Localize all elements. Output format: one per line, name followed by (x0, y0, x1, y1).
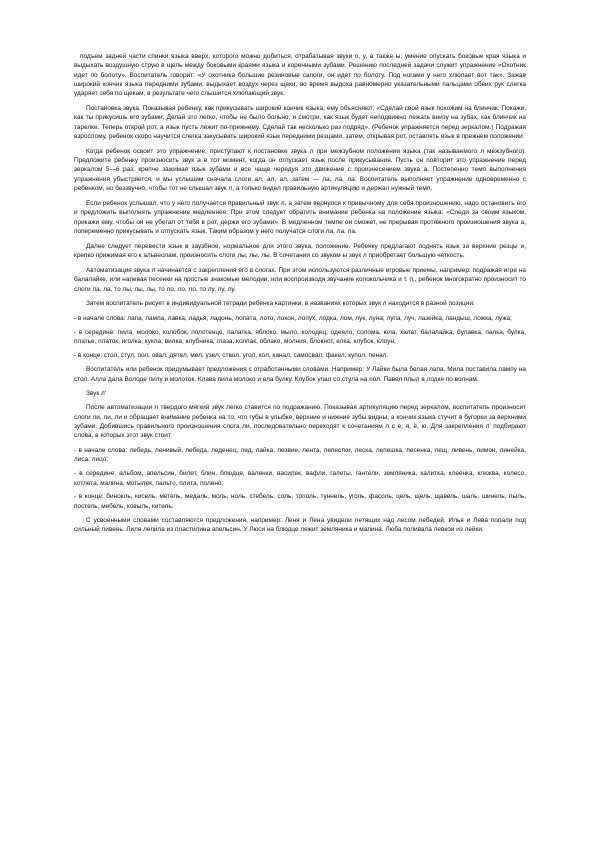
list-item: - в начале слова: лапа, лампа, лавка, ладья, ладонь, лопата, лото, локон, лопух, лодка, лом, лук, луна, лупа, луч, лазейка, ландыш, ложка, лужа; (74, 315, 512, 323)
paragraph: Когда ребенок освоит это упражнение, приступают к постановке звука л при межзубном положении языка (так называемого л межзубного). Предложите ребенку произносить звук а в тот момент, когда он отпускает язык после прикусывания. Пусть он повторит это упражнение перед зеркалом 5—6 раз, крепче зажимая язык зубами и все чаще чередуя это движение с произнесением звука а. Постепенно темп выполнения упражнения убыстряется, и мы услышим сначала слоги ал, ал, ал, затем — ла, ла, ла. Воспитатель выполняет упражнение одновременно с ребенком, но беззвучно, чтобы тот не слышал звук л, а только видел правильную артикуляцию и держал нужный темп. (74, 147, 526, 193)
paragraph: Далее следует перевести язык в заузбное, нормальное для этого звука, положение. Ребенку предлагают поднять язык за верхние резцы и, крепко прижимая его к альвеолам, произносить слоги лы, лы, лы. В сочетании со звуком ы звук л приобретает большую четкость. (74, 242, 526, 260)
paragraph: подъем задней части спинки языка вверх, которого можно добиться, отрабатывая звуки о, у, а также ы; умение опускать боковые края языка и выдыхать воздушную струю в щель между боковыми краями языка и коренными зубами. Решению последней задачи служит упражнение «Охотник идет по болоту». Воспитатель говорит: «У охотника большие резиновые сапоги, он идет по болоту. Под ногами у него хлюпает вот так». Зажав широкий кончик языка передними зубами, выдыхает воздух через щеки, во время выдоха равномерно указательными пальцами обеих рук слегка ударяет себя по щекам, в результате чего слышится хлюпающий звук. (74, 53, 526, 98)
section-heading: Звук л' (86, 390, 106, 398)
paragraph: С усвоенными словами составляются предложения, например: Леня и Лена увидели летящих над лесом лебедей. Илья и Лева попали под сильный ливень. Лиля лепила из пластилина апельсин. У Люси на блюдце лежит земляника и малина. Люба поливала левкои из лейки. (74, 516, 526, 533)
paragraph: Автоматизация звука л начинается с закрепления его в слогах. При этом используются различные игровые приемы, например: подражая игре на балалайке, или напевая песенки на простые знакомые мелодии, или воспроизводя звучание колокольчика и т. п., ребенок многократно произносит то слоги ла, ла, то лы, лы, лы, то ло, ло, ло, то лу, лу, лу. (74, 266, 526, 293)
paragraph: Если ребенок услышал, что у него получается правильный звук л, а затем вернулся к привычному для себя произношению, надо остановить его и предложить выполнять упражнение медленнее. При этом следует обратить внимание ребенка на положение языка: «Следи за своим языком, прикажи ему, чтобы он не убегал от тебя в рот, держи его зубами». В медленном темпе он сможет, не прерывая протяжного произношения звука а, попеременно прикусывать и отпускать язык. Таким образом у него получатся слоги ла, ла, ла. (74, 199, 526, 235)
document-page (74, 52, 526, 540)
paragraph: Воспитатель или ребенок придумывает предложения с отработанными словами. Например: У Лайки была белая лапа. Мила поставила лампу на стол. Алла дала Володе пилу и молоток. Клава пила молоко и ела булку. Клубок упал со стула на пол. Павел плыл в лодке по волнам. (74, 366, 526, 383)
list-item: - в начале слова: лебедь, ленивый, лебеда, леденец, лед, лайка, лезвие, лента, лепестки, леска, лепешка, лесенка, лещ, ливень, лимон, линейка, лиса, лицо; (74, 447, 526, 464)
paragraph: Затем воспитатель рисует в индивидуальной тетради ребенка картинки, в названиях которых звук л находится в разной позиции: (86, 300, 475, 308)
list-item: - в середине: пила, молоко, колобок, полотенце, палатка, яблоко, мыло, колодец, одеяло, солома, юла, халат, балалайка, булавка, палка, булка, платье, платок, иголка, кукла, вилка, клубника, глаза, колпак, облако, молния, блокнот, елка, клубок, клоун; (74, 329, 526, 346)
paragraph: После автоматизации л твердого мягкий звук легко ставится по подражанию. Показывая артикуляцию перед зеркалом, воспитатель произносит слоги ли, ли, ли и обращает внимание ребенка на то, что губы в улыбке, верхние и нижние зубы видны, а кончик языка стучит в бугорки за верхними зубами. Добившись правильного произношения слога ли, последовательно переходят к сочетаниям л с е, я, ё, ю. Для закрепления л' подбирают слова, в которых этот звук стоит (74, 404, 526, 440)
list-item: - в конце: стол, стул, пол, овал, дятел, мел, узел, ствол, угол, кол, канал, самосвал, факел, купол, пенал. (74, 352, 389, 360)
list-item: - в середине: альбом, апельсин, билет, блин, блюдце, валенки, василек, вафли, галеты, гантели, земляника, калитка, клеенка, клюква, колесо, котлета, малина, мотылек, пальто, плита, полено; (74, 470, 526, 487)
list-item: - в конце: бинокль, кисель, метель, медаль, моль, ноль, стебель, соль, тополь, туннель, уголь, фасоль, цель, щель, щавель, шаль, шинель, пыль, постель, мебель, ковыль, китель. (74, 493, 526, 510)
paragraph: Постановка звука. Показывая ребенку, как прикусывать широкий кончик языка, ему объясняют: «Сделай свой язык похожим на блинчик. Покажи, как ты прикусишь его зубами. Делай это легко, чтобы не было больно, и смотри, как язык будет неподвижно лежать внизу на зубах, как блинчик на тарелке. Теперь открой рот, а язык пусть лежит по-прежнему. Сделай так несколько раз подряд». (Ребенок упражняется перед зеркалом.) Подражая взрослому, ребенок скоро научится слегка закусывать широкий язык передними резцами, затем, открывая рот, оставлять язык в прежнем положении (74, 105, 526, 140)
